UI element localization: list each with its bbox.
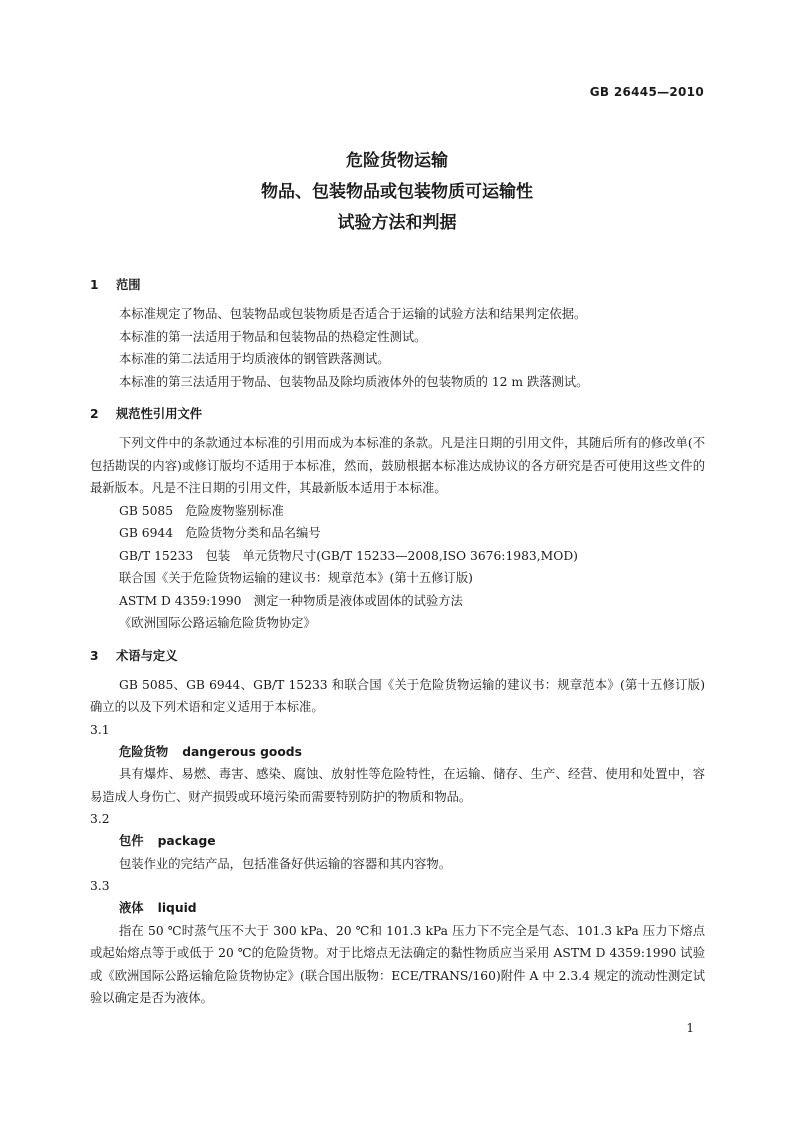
paragraph: GB 5085、GB 6944、GB/T 15233 和联合国《关于危险货物运输的建议书：规章范本》(第十五修订版)确立的以及下列术语和定义适用于本标准。 xyxy=(90,677,705,714)
clause-number: 3.3 xyxy=(90,879,110,893)
clause-number: 3.2 xyxy=(90,812,110,826)
reference-item: GB 6944 危险货物分类和品名编号 xyxy=(119,526,321,540)
section-title: 术语与定义 xyxy=(116,648,178,663)
term-heading xyxy=(90,741,705,764)
term-zh: 包件 xyxy=(119,834,144,848)
reference-item: GB/T 15233 包装 单元货物尺寸(GB/T 15233—2008,ISO 3676:1983,MOD) xyxy=(119,548,578,563)
section-heading xyxy=(90,275,705,295)
term-definition: 指在 50 ℃时蒸气压不大于 300 kPa、20 ℃和 101.3 kPa 压力下不完全是气态、101.3 kPa 压力下熔点或起始熔点等于或低于 20 ℃的危险货物。对于比熔点无法确定的黏性物质应当采用 ASTM D 4359:1990 试验或《欧洲国际公路运输危险货物协定》(联合国出版物：ECE/TRANS/160)附件 A 中 2.3.4 规定的流动性测定试验以确定是否为液体。 xyxy=(90,923,705,1005)
term-heading xyxy=(90,830,705,853)
title-line: 试验方法和判据 xyxy=(337,213,457,233)
paragraph: 本标准的第三法适用于物品、包装物品及除均质液体外的包装物质的 12 m 跌落测试。 xyxy=(119,374,589,389)
paragraph: 本标准规定了物品、包装物品或包装物质是否适合于运输的试验方法和结果判定依据。 xyxy=(119,307,587,321)
term-definition: 具有爆炸、易燃、毒害、感染、腐蚀、放射性等危险特性，在运输、储存、生产、经营、使用和处置中，容易造成人身伤亡、财产损毁或环境污染而需要特别防护的物质和物品。 xyxy=(90,767,705,804)
term-zh: 液体 xyxy=(119,901,144,915)
document-title xyxy=(0,146,794,239)
section-number: 2 xyxy=(90,407,99,421)
term-zh: 危险货物 xyxy=(119,744,169,759)
standard-code: GB 26445—2010 xyxy=(589,85,704,99)
section-title: 范围 xyxy=(116,278,141,292)
section-number: 3 xyxy=(90,648,99,663)
section-heading xyxy=(90,404,705,424)
paragraph: 本标准的第二法适用于均质液体的钢管跌落测试。 xyxy=(119,352,390,366)
title-line: 危险货物运输 xyxy=(346,151,448,171)
section-title: 规范性引用文件 xyxy=(116,407,203,421)
section-number: 1 xyxy=(90,278,99,292)
section-heading xyxy=(90,646,705,666)
term-definition: 包装作业的完结产品，包括准备好供运输的容器和其内容物。 xyxy=(119,856,452,871)
reference-item: GB 5085 危险废物鉴别标准 xyxy=(119,503,284,518)
term-en: package xyxy=(157,834,216,848)
reference-item: 《欧洲国际公路运输危险货物协定》 xyxy=(119,616,316,630)
title-line: 物品、包装物品或包装物质可运输性 xyxy=(261,182,533,202)
document-body xyxy=(90,275,705,1010)
reference-item: 联合国《关于危险货物运输的建议书：规章范本》(第十五修订版) xyxy=(119,571,473,585)
term-en: liquid xyxy=(157,901,197,915)
paragraph: 本标准的第一法适用于物品和包装物品的热稳定性测试。 xyxy=(119,329,427,344)
reference-item: ASTM D 4359:1990 测定一种物质是液体或固体的试验方法 xyxy=(119,593,463,608)
page-number: 1 xyxy=(686,1021,694,1035)
clause-number: 3.1 xyxy=(90,722,110,737)
term-heading xyxy=(90,897,705,920)
paragraph: 下列文件中的条款通过本标准的引用而成为本标准的条款。凡是注日期的引用文件，其随后所有的修改单(不包括勘误的内容)或修订版均不适用于本标准，然而，鼓励根据本标准达成协议的各方研究是否可使用这些文件的最新版本。凡是不注日期的引用文件，其最新版本适用于本标准。 xyxy=(90,436,705,495)
term-en: dangerous goods xyxy=(182,744,302,759)
